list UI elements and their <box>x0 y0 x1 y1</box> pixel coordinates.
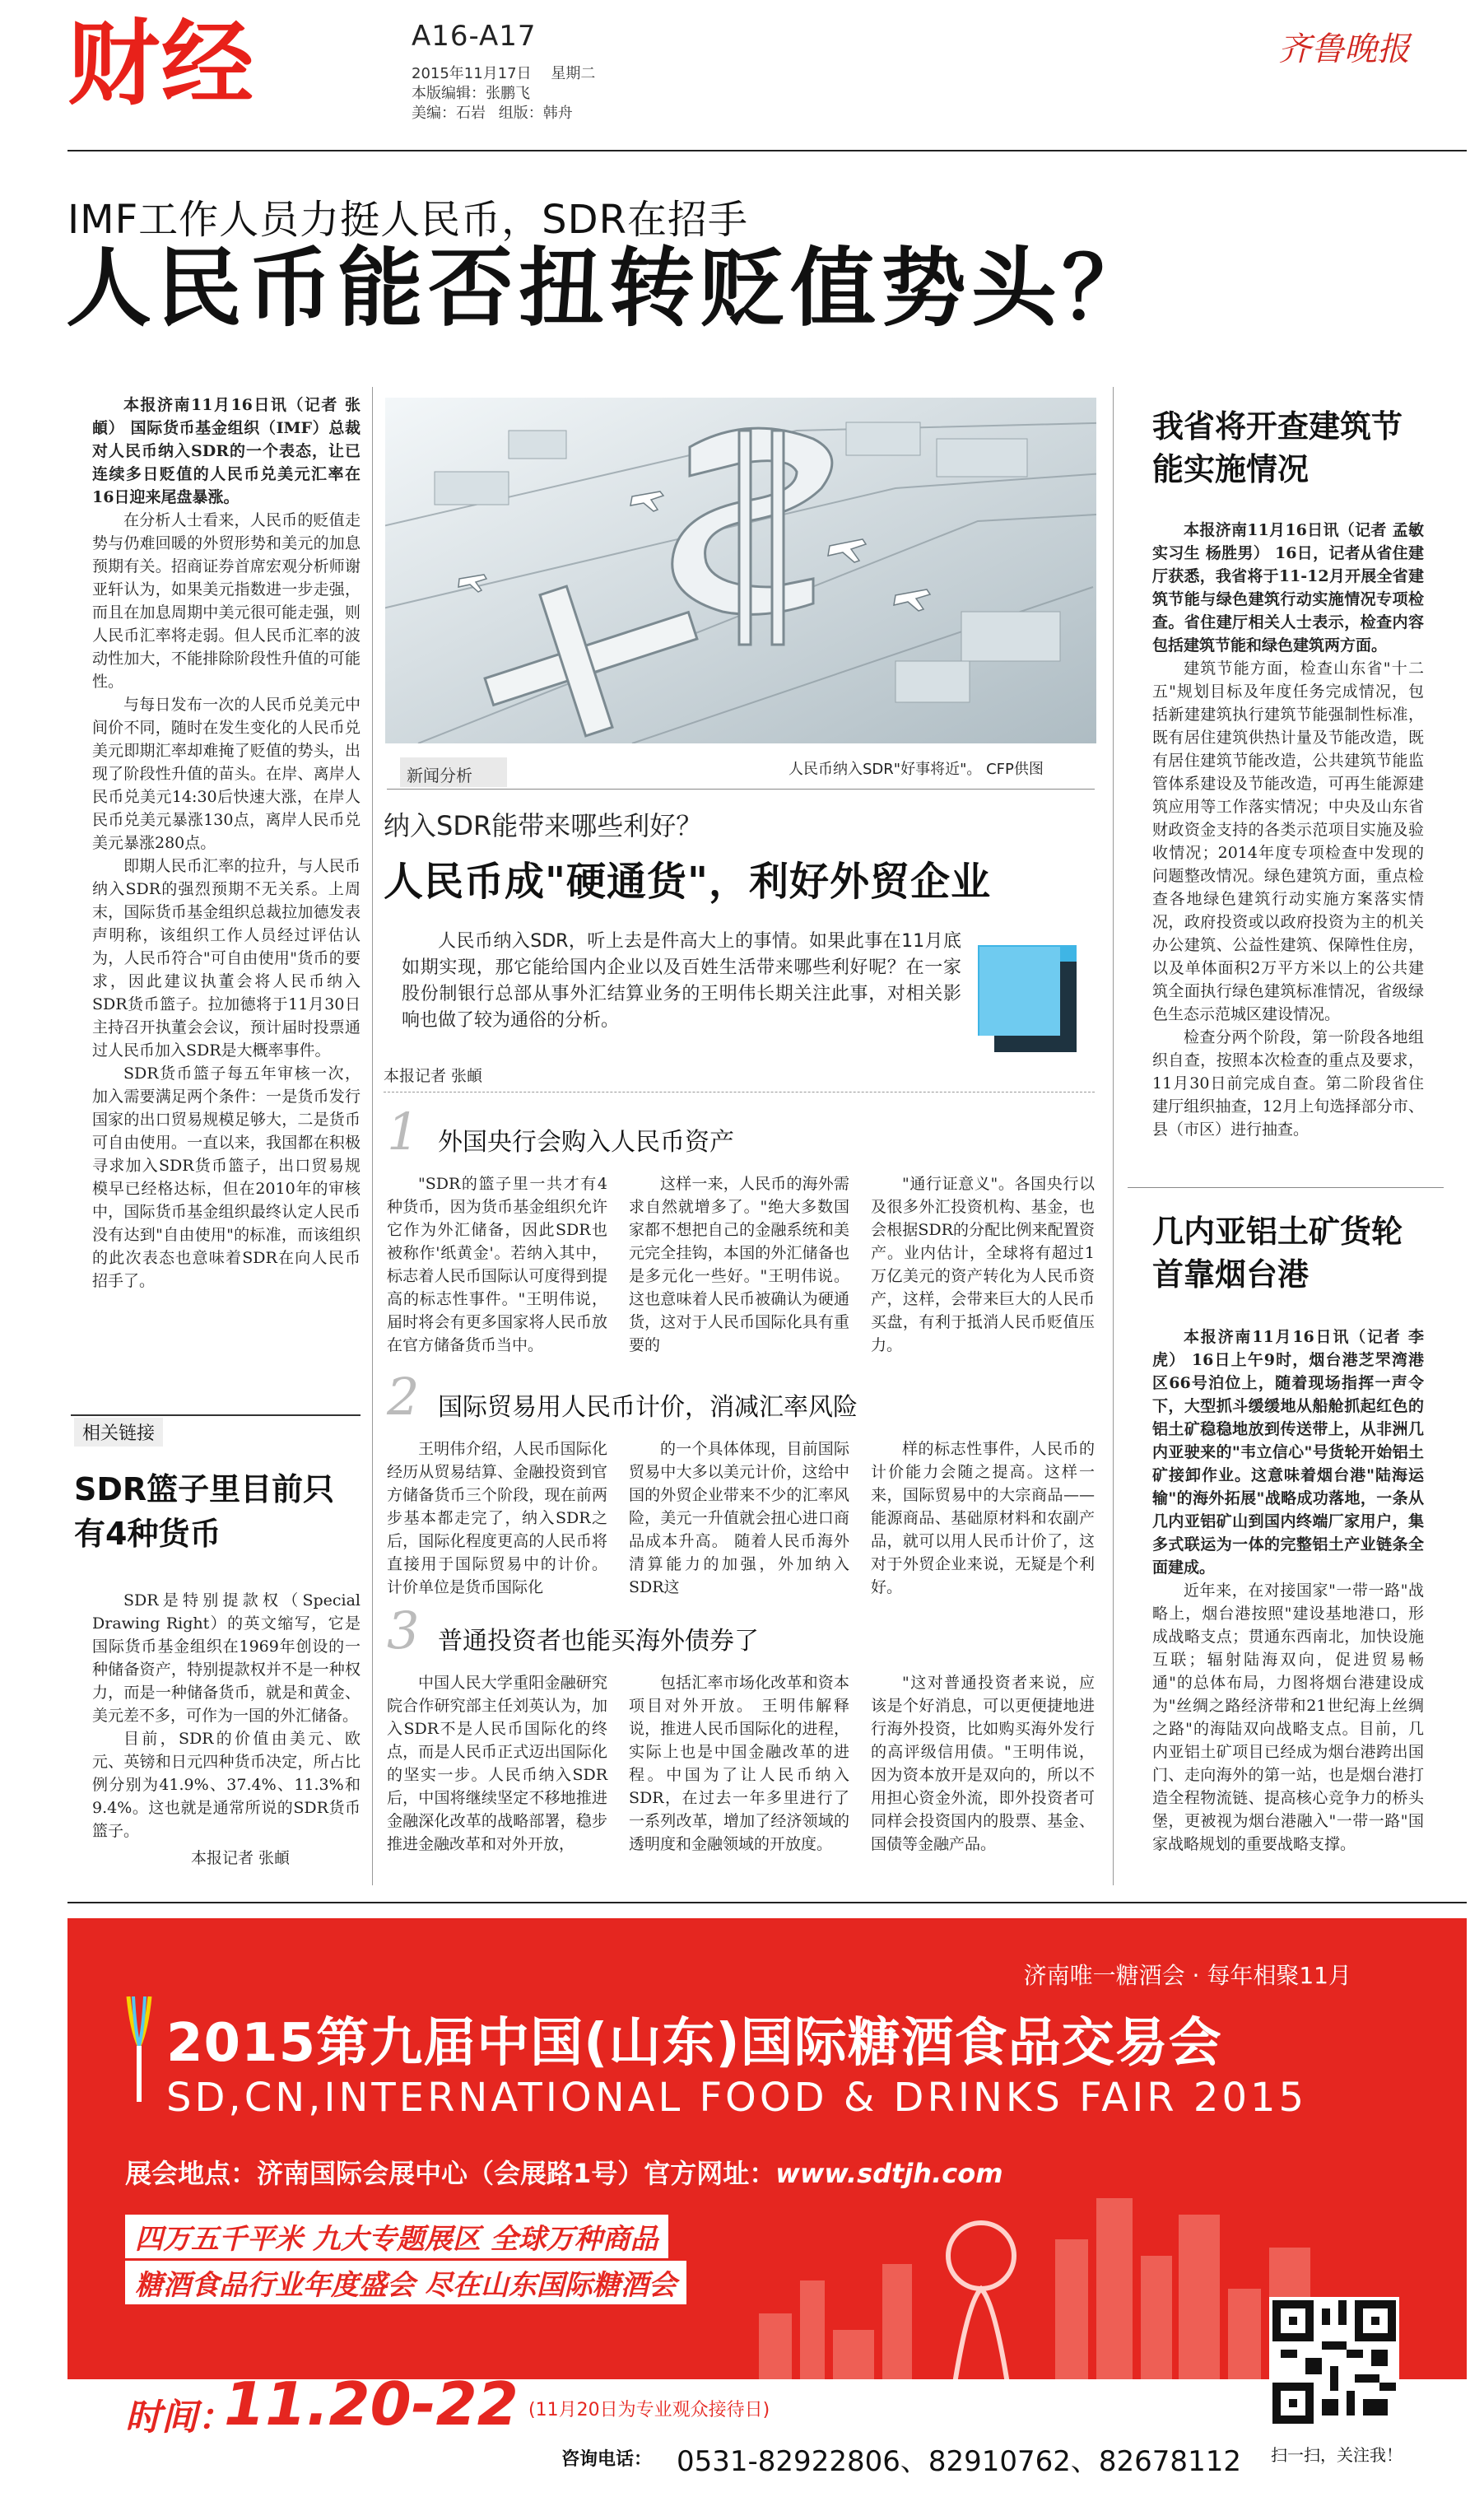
related-link-label: 相关链接 <box>74 1418 163 1447</box>
section-title: 外国央行会购入人民币资产 <box>438 1128 734 1157</box>
section-3-col <box>387 1671 607 1856</box>
analysis-headline: 人民币成"硬通货"，利好外贸企业 <box>384 859 992 905</box>
ad-phone-label: 咨询电话： <box>561 2449 653 2470</box>
section-1-col <box>871 1172 1095 1357</box>
related-rule <box>71 1414 361 1416</box>
section-masthead: 财经 <box>67 11 255 118</box>
ad-url[interactable]: www.sdtjh.com <box>775 2158 1003 2189</box>
art-editor: 美编：石岩 <box>412 105 486 122</box>
section-title: 国际贸易用人民币计价，消减汇率风险 <box>438 1393 858 1422</box>
main-story-paragraph: 即期人民币汇率的拉升，与人民币纳入SDR的强烈预期不无关系。上周末，国际货币基金组织总裁拉加德发表声明称，该组织工作人员经过评估认为，人民币符合"可自由使用"货币的要求，因此建议执董会将人民币纳入SDR货币篮子。拉加德将于11月30日主持召开执董会会议，预计届时投票通过人民币加入SDR是大概率事件。 <box>92 857 361 1060</box>
section-number: 3 <box>387 1600 420 1661</box>
analysis-tag: 新闻分析 <box>407 766 472 785</box>
section-2-col <box>387 1437 607 1599</box>
editor-credit: 本版编辑：张鹏飞 <box>412 85 530 102</box>
analysis-byline: 本报记者 张頔 <box>384 1067 483 1085</box>
ad-phones: 0531-82922806、82910762、82678112 <box>677 2445 1241 2478</box>
section-number: 1 <box>387 1102 420 1162</box>
main-story-paragraph: 与每日发布一次的人民币兑美元中间价不同，随时在发生变化的人民币兑美元即期汇率却难掩了贬值的势头，出现了阶段性升值的苗头。在岸、离岸人民币兑美元14:30后快速大涨，在岸人民币兑美元暴涨130点，离岸人民币兑美元暴涨280点。 <box>92 696 361 852</box>
qr-caption: 扫一扫，关注我！ <box>1271 2445 1403 2465</box>
section-paragraph: 这样一来，人民币的海外需求自然就增多了。"绝大多数国家都不想把自己的金融系统和美元完全挂钩，本国的外汇储备也是多元化一些好。"王明伟说。 这也意味着人民币被确认为硬通货，这对于人民币国际化具有重要的 <box>629 1175 849 1354</box>
related-paragraph: SDR是特别提款权（Special Drawing Right）的英文缩写，它是国际货币基金组织在1969年创设的一种储备资产，特别提款权并不是一种权力，而是一种储备货币，就是和黄金、美元差不多，可作为一国的外汇储备。 <box>92 1591 361 1725</box>
section-paragraph: 王明伟介绍，人民币国际化经历从贸易结算、金融投资到官方储备货币三个阶段，现在前两步基本都走完了，纳入SDR之后，国际化程度更高的人民币将直接用于国际贸易中的计价。 计价单位是货币国际化 <box>387 1440 607 1596</box>
trade-fair-advertisement <box>67 1918 1467 2490</box>
main-story-paragraph: 本报济南11月16日讯（记者 张頔） 国际货币基金组织（IMF）总裁对人民币纳入SDR的一个表态，让已连续多日贬值的人民币兑美元汇率在16日迎来尾盘暴涨。 <box>92 396 361 506</box>
section-paragraph: "SDR的篮子里一共才有4种货币，因为货币基金组织允许它作为外汇储备，因此SDR也被称作'纸黄金'。若纳入其中，标志着人民币国际认可度得到提高的标志性事件。"王明伟说，届时将会有更多国家将人民币放在官方储备货币当中。 <box>387 1175 607 1354</box>
ad-slogan-1: 四万五千平米 九大专题展区 全球万种商品 <box>125 2215 668 2258</box>
section-paragraph: 样的标志性事件，人民币的计价能力会随之提高。这样一来，国际贸易中的大宗商品——能源商品、基础原材料和农副产品，就可以用人民币计价了，这对于外贸企业来说，无疑是个利好。 <box>871 1440 1095 1596</box>
section-title: 普通投资者也能买海外债券了 <box>438 1627 759 1656</box>
right-story-1-title: 我省将开查建筑节能实施情况 <box>1152 408 1403 487</box>
right-story-paragraph: 近年来，在对接国家"一带一路"战略上，烟台港按照"建设基地港口，形成战略支点；贯通东西南北，加快设施互联；辐射陆海双向，促进贸易畅通"的总体布局，力图将烟台港建设成为"丝绸之路经济带和21世纪海上丝绸之路"的海陆双向战略支点。目前，几内亚铝土矿项目已经成为烟台港跨出国门、走向海外的第一站，也是烟台港打造全程物流链、提高核心竞争力的桥头堡，更被视为烟台港融入"一带一路"国家战略规划的重要战略支撑。 <box>1152 1582 1424 1853</box>
section-paragraph: 中国人民大学重阳金融研究院合作研究部主任刘英认为，加入SDR不是人民币国际化的终点，而是人民币正式迈出国际化的坚实一步。人民币纳入SDR后，中国将继续坚定不移地推进金融深化改革的战略部署，稳步推进金融改革和对外开放， <box>387 1674 607 1853</box>
column-divider <box>372 387 373 1885</box>
staff-credit <box>412 104 573 123</box>
page-range: A16-A17 <box>412 20 537 53</box>
weekday: 星期二 <box>551 65 596 82</box>
photo-caption: 人民币纳入SDR"好事将近"。 CFP供图 <box>789 761 1044 778</box>
section-paragraph: "这对普通投资者来说，应该是个好消息，可以更便捷地进行海外投资，比如购买海外发行的高评级信用债。"王明伟说，因为资本放开是双向的，所以不用担心资金外流，即外投资者可同样会投资国内的股票、基金、国债等金融产品。 <box>871 1674 1095 1853</box>
proofreader: 组版：韩舟 <box>498 105 573 122</box>
section-3-col <box>629 1671 849 1856</box>
ad-title-cn: 2015第九届中国(山东)国际糖酒食品交易会 <box>166 2013 1222 2074</box>
related-title: SDR篮子里目前只有4种货币 <box>74 1471 335 1552</box>
airport-yuan-illustration <box>385 398 1096 743</box>
ad-slogan-2: 糖酒食品行业年度盛会 尽在山东国际糖酒会 <box>125 2261 686 2304</box>
header-rule <box>67 150 1467 151</box>
main-story-paragraph: 在分析人士看来，人民币的贬值走势与仍难回暖的外贸形势和美元的加息预期有关。招商证券首席宏观分析师谢亚轩认为，如果美元指数进一步走强，而且在加息周期中美元很可能走强，则人民币汇率将走弱。但人民币汇率的波动性加大，不能排除阶段性升值的可能性。 <box>92 511 361 691</box>
section-3-col <box>871 1671 1095 1856</box>
ad-time-label: 时间： <box>125 2397 234 2439</box>
edition-date <box>412 64 595 83</box>
right-story-2-body <box>1152 1325 1424 1894</box>
main-kicker: IMF工作人员力挺人民币，SDR在招手 <box>67 197 748 243</box>
main-story-body <box>92 394 361 1406</box>
right-divider <box>1128 1187 1444 1188</box>
section-2-col <box>871 1437 1095 1599</box>
analysis-dash-rule <box>384 1092 1095 1093</box>
ad-time-value: 11.20-22 <box>224 2369 519 2439</box>
analysis-kicker: 纳入SDR能带来哪些利好？ <box>384 810 703 841</box>
main-story-paragraph: SDR货币篮子每五年审核一次，加入需要满足两个条件：一是货币发行国家的出口贸易规模足够大，二是货币可自由使用。一直以来，我国都在积极寻求加入SDR货币篮子，出口贸易规模早已经格达标，但在2010年的审核中，国际货币基金组织最终认定人民币没有达到"自由使用"的标准，而该组织的此次表态也意味着SDR在向人民币招手了。 <box>92 1064 361 1290</box>
ad-title-en: SD,CN,INTERNATIONAL FOOD & DRINKS FAIR 2015 <box>166 2075 1308 2121</box>
section-number: 2 <box>387 1367 420 1427</box>
column-divider <box>1113 387 1114 1885</box>
ad-top-rule <box>67 1902 1467 1903</box>
right-story-paragraph: 检查分两个阶段，第一阶段各地组织自查，按照本次检查的重点及要求，11月30日前完成自查。第二阶段省住建厅组织抽查，12月上旬选择部分市、县（市区）进行抽查。 <box>1152 1028 1424 1139</box>
analysis-lead-paragraph: 人民币纳入SDR，听上去是件高大上的事情。如果此事在11月底如期实现，那它能给国内企业以及百姓生活带来哪些利好呢？在一家股份制银行总部从事外汇结算业务的王明伟长期关注此事，对相关影响也做了较为通俗的分析。 <box>402 931 961 1031</box>
right-story-paragraph: 本报济南11月16日讯（记者 李虎） 16日上午9时，烟台港芝罘湾港区66号泊位上，随着现场指挥一声令下，大型抓斗缓缓地从船舱抓起红色的铝土矿稳稳地放到传送带上，从非洲几内亚驶来的"韦立信心"号货轮开始铝土矿接卸作业。这意味着烟台港"陆海运输"的海外拓展"战略成功落地，一条从几内亚铝矿山到国内终端厂家用户，集多式联运为一体的完整铝土产业链条全面建成。 <box>1152 1328 1424 1577</box>
analysis-rule <box>387 789 1095 790</box>
related-body <box>92 1589 361 1840</box>
right-story-2-title: 几内亚铝土矿货轮首靠烟台港 <box>1152 1214 1403 1293</box>
right-story-paragraph: 本报济南11月16日讯（记者 孟敏 实习生 杨胜男） 16日，记者从省住建厅获悉，我省将于11-12月开展全省建筑节能与绿色建筑行动实施情况专项检查。省住建厅相关人士表示，检查内容包括建筑节能和绿色建筑两方面。 <box>1152 521 1424 655</box>
ad-venue-text: 展会地点：济南国际会展中心（会展路1号）官方网址： <box>125 2158 776 2189</box>
section-paragraph: "通行证意义"。各国央行以及很多外汇投资机构、基金，也会根据SDR的分配比例来配置资产。业内估计，全球将有超过1万亿美元的资产转化为人民币资产，这样，会带来巨大的人民币买盘，有利于抵消人民币贬值压力。 <box>871 1175 1095 1354</box>
section-1-col <box>387 1172 607 1357</box>
right-story-1-body <box>1152 519 1424 1202</box>
related-byline: 本报记者 张頔 <box>191 1849 291 1867</box>
section-paragraph: 包括汇率市场化改革和资本项目对外开放。 王明伟解释说，推进人民币国际化的进程，实际上也是中国金融改革的进程。中国为了让人民币纳入SDR，在过去一年多里进行了一系列改革，增加了经济领域的透明度和金融领域的开放度。 <box>629 1674 849 1853</box>
paper-logo: 齐鲁晚报 <box>1278 30 1410 68</box>
ad-time-note: (11月20日为专业观众接待日) <box>528 2400 770 2420</box>
ad-top-tag: 济南唯一糖酒会 · 每年相聚11月 <box>1023 1962 1351 1989</box>
sdr-illustration-photo <box>385 398 1096 743</box>
date: 2015年11月17日 <box>412 65 532 82</box>
section-paragraph: 的一个具体体现，目前国际贸易中大多以美元计价，这给中国的外贸企业带来不少的汇率风险，美元一升值就会扭心进口商品成本升高。 随着人民币海外清算能力的加强，外加纳入SDR这 <box>629 1440 849 1596</box>
main-headline: 人民币能否扭转贬值势头？ <box>66 238 1153 338</box>
related-paragraph: 目前，SDR的价值由美元、欧元、英镑和日元四种货币决定，所占比例分别为41.9%、37.4%、11.3%和9.4%。这也就是通常所说的SDR货币篮子。 <box>92 1730 361 1840</box>
section-1-col <box>629 1172 849 1357</box>
qr-code-icon[interactable] <box>1269 2297 1399 2427</box>
decorative-light-block <box>979 947 1060 1036</box>
analysis-lead <box>402 929 961 1034</box>
fair-logo-icon <box>125 1996 148 2095</box>
right-story-paragraph: 建筑节能方面，检查山东省"十二五"规划目标及年度任务完成情况，包括新建建筑执行建筑节能强制性标准，既有居住建筑供热计量及节能改造，既有居住建筑节能改造，公共建筑节能监管体系建设及节能改造，可再生能源建筑应用等工作落实情况；中央及山东省财政资金支持的各类示范项目实施及验收情况；2014年度专项检查中发现的问题整改情况。绿色建筑方面，重点检查各地绿色建筑行动实施方案落实情况，政府投资或以政府投资为主的机关办公建筑、公益性建筑、保障性住房，以及单体面积2万平方米以上的公共建筑全面执行绿色建筑标准情况，省级绿色生态示范城区建设情况。 <box>1152 659 1424 1023</box>
section-2-col <box>629 1437 849 1599</box>
